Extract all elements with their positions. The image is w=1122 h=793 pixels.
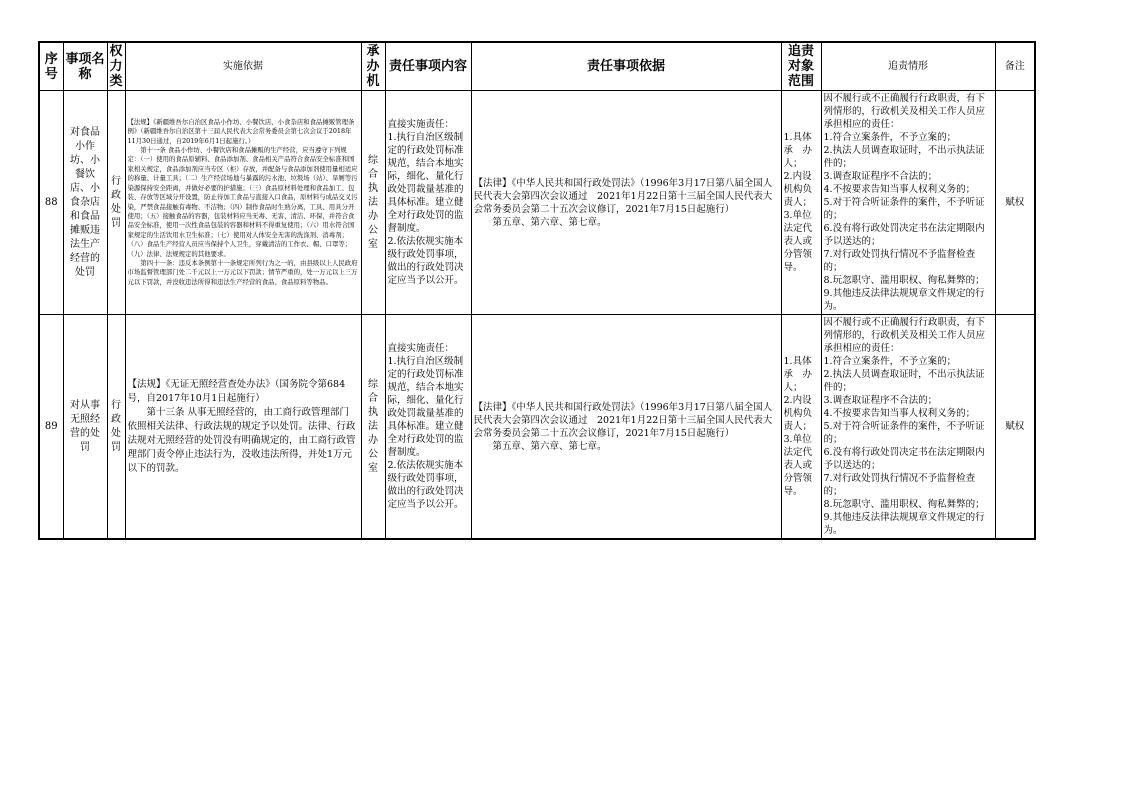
accountability-line: 4.不按要求告知当事人权利义务的； xyxy=(823,184,976,195)
row-accountable xyxy=(781,315,821,540)
row-basis xyxy=(125,315,361,540)
accountability-line: 8.玩忽职守、滥用职权、徇私舞弊的； xyxy=(823,275,985,286)
accountability-line: 6.没有将行政处罚决定书在法定期限内予以送达的； xyxy=(823,447,985,471)
header-accountable: 追责对象范围 xyxy=(781,42,821,91)
table-row xyxy=(39,315,1035,540)
row-seq: 88 xyxy=(39,91,63,315)
row-power-type: 行政处罚 xyxy=(107,315,125,540)
accountability-line: 2.执法人员调查取证时，不出示执法证件的； xyxy=(823,145,985,169)
resp-line: 直接实施责任： xyxy=(387,119,455,130)
resp-basis-law: 【法律】《中华人民共和国行政处罚法》（1996年3月17日第八届全国人民代表大会第四次会议通过 2021年1月22日第十三届全国人民代表大会常务委员会第二十五次会议修订，2021年7月15日起施行） xyxy=(473,177,773,215)
resp-basis-law: 【法律】《中华人民共和国行政处罚法》（1996年3月17日第八届全国人民代表大会第四次会议通过 2021年1月22日第十三届全国人民代表大会常务委员会第二十五次会议修订，2021年7月15日起施行） xyxy=(473,401,773,439)
resp-basis-chapters: 第五章、第六章、第七章。 xyxy=(492,216,607,228)
row-resp-content xyxy=(385,315,471,540)
basis-source: 【法规】《新疆维吾尔自治区食品小作坊、小餐饮店、小食杂店和食品摊贩管理条例》（新疆维吾尔自治区第十三届人民代表大会常务委员会第七次会议于2018年11月30日通过，自2019年6月1日起施行。） xyxy=(127,117,355,145)
accountable-line: 2.内设机构负责人； xyxy=(783,395,813,432)
resp-line: 直接实施责任： xyxy=(387,343,455,354)
accountability-line: 4.不按要求告知当事人权利义务的； xyxy=(823,408,976,419)
accountability-line: 9.其他违反法律法规规章文件规定的行为。 xyxy=(823,512,985,536)
resp-line: 2.依法依规实施本级行政处罚事项，做出的行政处罚决定应当予以公开。 xyxy=(387,460,464,510)
row-accountability xyxy=(821,315,995,540)
accountability-line: 9.其他违反法律法规规章文件规定的行为。 xyxy=(823,288,985,312)
row-basis xyxy=(125,91,361,315)
header-item-name: 事项名称 xyxy=(63,42,107,91)
accountability-line: 5.对于符合听证条件的案件，不予听证的； xyxy=(823,197,985,221)
resp-line: 1.执行自治区级制定的行政处罚标准规范，结合本地实际，细化、量化行政处罚裁量基准的具体标准。建立健全对行政处罚的监督制度。 xyxy=(387,356,464,458)
row-resp-content xyxy=(385,91,471,315)
header-seq: 序号 xyxy=(39,42,63,91)
authority-table xyxy=(38,41,1036,540)
accountability-line: 因不履行或不正确履行行政职责，有下列情形的，行政机关及相关工作人员应承担相应的责任： xyxy=(823,317,986,354)
accountable-line: 3.单位法定代表人或分管领导。 xyxy=(783,434,813,497)
basis-article: 第十三条 从事无照经营的，由工商行政管理部门依照相关法律、行政法规的规定予以处罚。法律、行政法规对无照经营的处罚没有明确规定的，由工商行政管理部门责令停止违法行为，没收违法所得，并处1万元以下的罚款。 xyxy=(127,406,356,474)
row-item-name: 对从事无照经营的处罚 xyxy=(63,315,107,540)
header-resp-content: 责任事项内容 xyxy=(385,42,471,91)
resp-line: 2.依法依规实施本级行政处罚事项，做出的行政处罚决定应当予以公开。 xyxy=(387,236,464,286)
accountable-line: 1.具体承 办人； xyxy=(783,132,813,169)
header-dept: 承办机 xyxy=(361,42,385,91)
row-dept: 综合执法办公室 xyxy=(361,91,385,315)
accountability-line: 1.符合立案条件，不予立案的； xyxy=(823,356,957,367)
row-dept: 综合执法办公室 xyxy=(361,315,385,540)
accountability-line: 8.玩忽职守、滥用职权、徇私舞弊的； xyxy=(823,499,985,510)
row-resp-basis xyxy=(471,315,781,540)
row-remark: 赋权 xyxy=(995,91,1035,315)
table-row xyxy=(39,91,1035,315)
accountability-line: 因不履行或不正确履行行政职责，有下列情形的，行政机关及相关工作人员应承担相应的责任： xyxy=(823,93,986,130)
header-resp-basis: 责任事项依据 xyxy=(471,42,781,91)
accountable-line: 3.单位法定代表人或分管领导。 xyxy=(783,210,813,273)
basis-article: 第十一条 食品小作坊、小餐饮店和食品摊贩的生产经营，应当遵守下列规定：（一）使用的食品原辅料、食品添加剂、食品相关产品符合食品安全标准和国家相关规定，食品添加剂应当专区（柜）存放，并配备与食品添加剂使用量相适应的称量、计量工具；（二）生产经营场地与暴露的污水池、垃圾场（站）、旱厕等污染源保持安全距离，并做好必要的护措施；（三）食品原材料处理和食品加工、包装、存放等区域分开设置，防止待加工食品与直接入口食品，原材料与成品交叉污染，严禁食品接触有毒物、不洁物；（四）制作食品时生熟分离，工具、用具分开使用；（五）接触食品的容器，包装材料应当无毒、无害、清洁、环保，并符合食品安全标准，使用一次性食品包装的容器和材料不得重复使用；（六）用水符合国家规定的生活饮用水卫生标准；（七）使用对人体安全无害的洗涤剂、消毒剂；（八）食品生产经营人员应当保持个人卫生，穿戴清洁的工作衣、帽、口罩等；（九）法律、法规规定的其他要求。 xyxy=(127,146,358,258)
accountable-line: 1.具体承 办人； xyxy=(783,356,813,393)
row-power-type: 行政处罚 xyxy=(107,91,125,315)
resp-line: 1.执行自治区级制定的行政处罚标准规范，结合本地实际，细化、量化行政处罚裁量基准的具体标准。建立健全对行政处罚的监督制度。 xyxy=(387,132,464,234)
header-accountability: 追责情形 xyxy=(821,42,995,91)
accountability-line: 2.执法人员调查取证时，不出示执法证件的； xyxy=(823,369,985,393)
basis-source: 【法规】《无证无照经营查处办法》（国务院令第684号，自2017年10月1日起施行） xyxy=(127,378,346,404)
row-item-name: 对食品小作坊、小餐饮店、小食杂店和食品摊贩违法生产经营的处罚 xyxy=(63,91,107,315)
row-accountability xyxy=(821,91,995,315)
accountability-line: 3.调查取证程序不合法的； xyxy=(823,395,938,406)
accountability-line: 3.调查取证程序不合法的； xyxy=(823,171,938,182)
accountability-line: 5.对于符合听证条件的案件，不予听证的； xyxy=(823,421,985,445)
row-accountable xyxy=(781,91,821,315)
accountability-line: 7.对行政处罚执行情况不予监督检查的； xyxy=(823,473,976,497)
accountability-line: 7.对行政处罚执行情况不予监督检查的； xyxy=(823,249,976,273)
header-remark: 备注 xyxy=(995,42,1035,91)
header-power-type: 权力类 xyxy=(107,42,125,91)
header-row xyxy=(39,42,1035,91)
row-seq: 89 xyxy=(39,315,63,540)
accountable-line: 2.内设机构负责人； xyxy=(783,171,813,208)
header-basis: 实施依据 xyxy=(125,42,361,91)
accountability-line: 6.没有将行政处罚决定书在法定期限内予以送达的； xyxy=(823,223,985,247)
row-remark: 赋权 xyxy=(995,315,1035,540)
accountability-line: 1.符合立案条件，不予立案的； xyxy=(823,132,957,143)
row-resp-basis xyxy=(471,91,781,315)
basis-article: 第四十一条：违反本条例第十一条规定所列行为之一的，由县级以上人民政府市场监督管理部门处二千元以上一万元以下罚款；情节严重的，处一万元以上三万元以下罚款，并没收违法所得和违法生产经营的食品、食品原料等物品。 xyxy=(127,258,358,286)
resp-basis-chapters: 第五章、第六章、第七章。 xyxy=(492,440,607,452)
